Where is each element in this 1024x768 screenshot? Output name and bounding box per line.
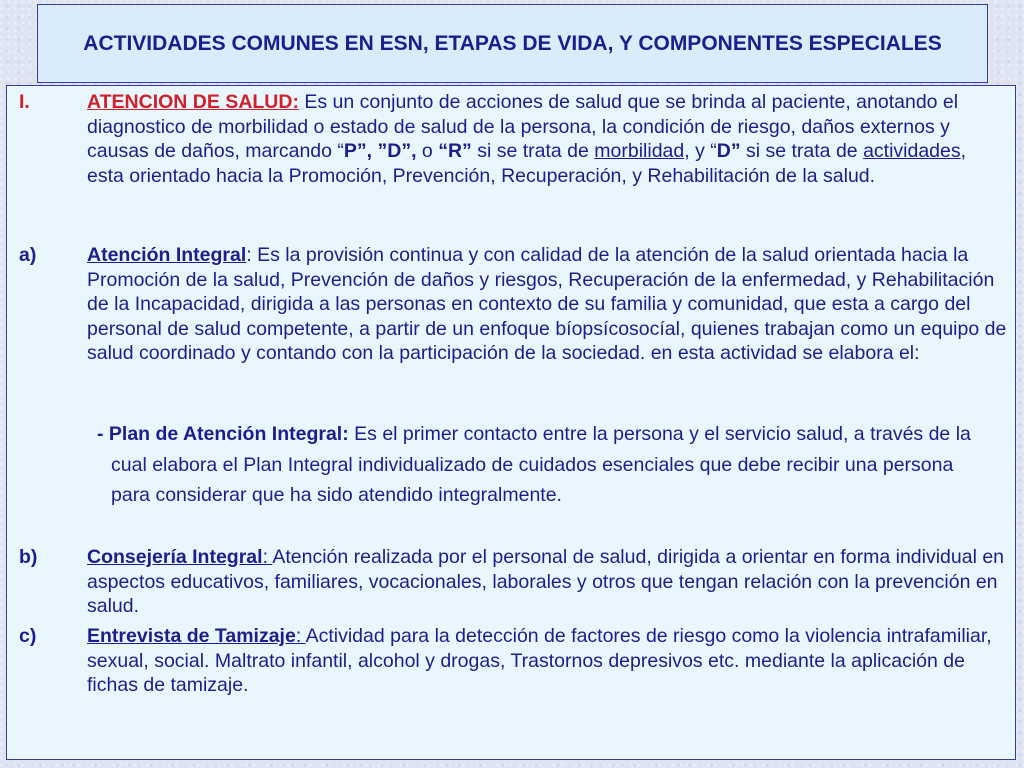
section-heading: ATENCION DE SALUD: (87, 91, 299, 113)
item-b-colon: : (262, 546, 273, 568)
content-box (6, 85, 1016, 760)
item-atencion-integral (7, 243, 1015, 366)
plan-heading: - Plan de Atención Integral: (97, 423, 349, 445)
item-entrevista-tamizaje (7, 624, 1015, 698)
item-c-heading: Entrevista de Tamizaje (87, 625, 296, 647)
title-box (37, 4, 988, 83)
section-atencion-salud (7, 90, 1015, 188)
item-a-heading: Atención Integral (87, 244, 247, 266)
page-title: ACTIVIDADES COMUNES EN ESN, ETAPAS DE VIDA, Y COMPONENTES ESPECIALES (83, 31, 942, 55)
item-c-paragraph (87, 624, 1007, 698)
item-b-heading: Consejería Integral (87, 546, 263, 568)
item-consejeria-integral (7, 545, 1015, 619)
code-d: D” (716, 140, 741, 162)
item-marker-a: a) (19, 244, 37, 266)
item-a-paragraph (87, 243, 1007, 366)
plan-paragraph (97, 419, 975, 511)
section-text-2: o (416, 140, 439, 162)
item-b-text: Atención realizada por el personal de salud, dirigida a orientar en forma individual en aspectos educativos, familiares, vocacionales, laborales y otros que tengan relación con la prevención en salud. (87, 546, 1005, 617)
section-text-3: si se trata de (471, 140, 595, 162)
item-a-text: : Es la provisión continua y con calidad de la atención de la salud orientada hacia la Promoción de la salud, Prevención de daños y riesgos, Recuperación de la enfermedad, y Rehabilitación de la Incapacidad, dirigida a las personas en contexto de su familia y comunidad, que esta a cargo del personal de salud competente, a partir de un enfoque bíopsícosocíal, quienes trabajan como un equipo de salud coordinado y contando con la participación de la sociedad. en esta actividad se elabora el: (87, 244, 1007, 364)
section-text-6: , esta orientado hacia la Promoción, Prevención, Recuperación, y Rehabilitación de la salud. (87, 140, 967, 187)
item-c-text: Actividad para la detección de factores de riesgo como la violencia intrafamiliar, sexual, social. Maltrato infantil, alcohol y drogas, Trastornos depresivos etc. mediante la aplicación de fichas de tamizaje. (87, 625, 992, 696)
plan-text: Es el primer contacto entre la persona y el servicio salud, a través de la cual elabora el Plan Integral individualizado de cuidados esenciales que debe recibir una persona para considerar que ha sido atendido integralmente. (111, 423, 971, 506)
item-b-paragraph (87, 545, 1007, 619)
section-text-4: , y “ (684, 140, 717, 162)
item-marker-c: c) (19, 625, 37, 647)
section-text-5: si se trata de (740, 140, 864, 162)
word-actividades: actividades (863, 140, 961, 162)
code-r: “R” (438, 140, 472, 162)
item-marker-b: b) (19, 546, 38, 568)
section-text-1: Es un conjunto de acciones de salud que se brinda al paciente, anotando el diagnostico de morbilidad o estado de salud de la persona, la condición de riesgo, daños externos y causas de daños, marcando “ (87, 91, 959, 162)
code-p-d: P”, ”D”, (343, 140, 417, 162)
item-c-colon: : (295, 625, 306, 647)
plan-atencion-integral (7, 419, 1015, 511)
word-morbilidad: morbilidad (594, 140, 685, 162)
section-paragraph (87, 90, 1007, 188)
section-marker: I. (19, 91, 30, 113)
